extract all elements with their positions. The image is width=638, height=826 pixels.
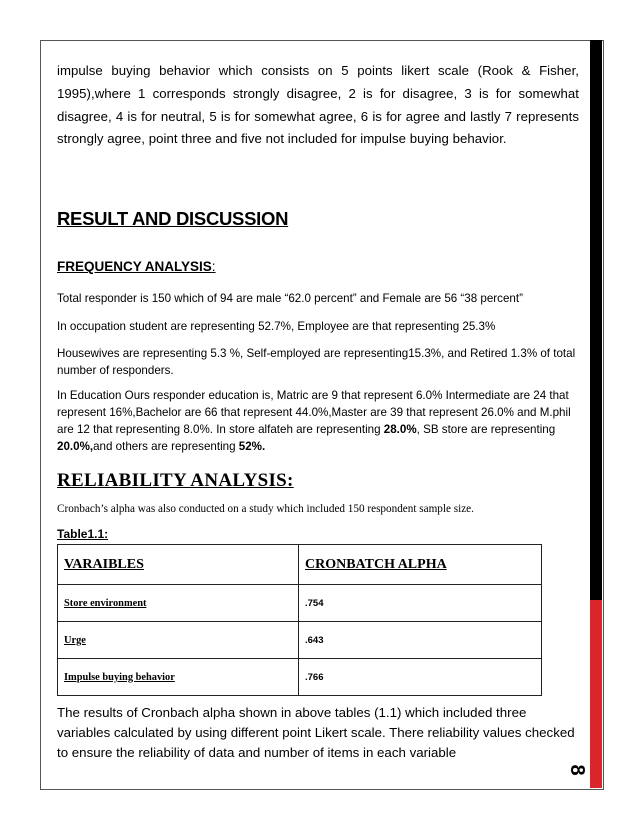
table-cell-alpha: .766	[299, 659, 542, 696]
intro-paragraph: impulse buying behavior which consists on 5 points likert scale (Rook & Fisher, 1995),where 1 corresponds strongly disagree, 2 is for disagree, 3 is for somewhat disagree, 4 is for neutral, 5 is for somewhat agree, 6 is for agree and lastly 7 represents strongly agree, point three and five not included for impulse buying behavior.	[57, 63, 579, 147]
para-occupation: In occupation student are representing 52.7%, Employee are that representing 25.3%	[57, 320, 496, 333]
side-bar-black	[590, 40, 602, 600]
reliability-table	[57, 544, 542, 696]
heading-frequency-colon: :	[211, 259, 216, 274]
page-number: 8	[566, 764, 588, 776]
heading-frequency-analysis	[57, 259, 216, 274]
para-education-bold-3: 52%.	[238, 440, 266, 453]
heading-frequency-text: FREQUENCY ANALYSIS	[57, 259, 212, 274]
para-education-bold-1: 28.0%	[383, 423, 417, 436]
table-header-row	[58, 545, 542, 585]
table-row	[58, 659, 542, 696]
heading-result-discussion: RESULT AND DISCUSSION	[57, 208, 289, 229]
para-education-text: In Education Ours responder education is, Matric are 9 that represent 6.0% Intermediate are 24 that represent 16%,Bachelor are 66 that represent 44.0%,Master are 39 that represent 26.0% and M.phil are 12 that representing 8.0%. In store alfateh are representing	[57, 389, 571, 436]
para-education-bold-2: 20.0%,	[57, 440, 94, 453]
heading-reliability-analysis: RELIABILITY ANALYSIS:	[57, 470, 294, 491]
para-responders: Total responder is 150 which of 94 are male “62.0 percent” and Female are 56 “38 percent”	[57, 292, 523, 305]
table-cell-variable: Urge	[58, 622, 299, 659]
table-row	[58, 622, 542, 659]
table-caption: Table1.1:	[57, 527, 109, 541]
para-education-mid-2: and others are representing	[93, 440, 239, 453]
table-cell-alpha: .754	[299, 585, 542, 622]
para-education-mid: , SB store are representing	[416, 423, 556, 436]
table-row	[58, 585, 542, 622]
side-bar-red	[590, 600, 602, 788]
para-cronbach: Cronbach’s alpha was also conducted on a study which included 150 respondent sample size.	[57, 503, 474, 515]
para-housewives: Housewives are representing 5.3 %, Self-employed are representing15.3%, and Retired 1.3% of total number of responders.	[57, 347, 576, 377]
table-cell-alpha: .643	[299, 622, 542, 659]
table-header-variables: VARAIBLES	[58, 545, 299, 585]
para-education	[57, 387, 587, 455]
table-header-alpha: CRONBATCH ALPHA	[299, 545, 542, 585]
table-cell-variable: Impulse buying behavior	[58, 659, 299, 696]
table-cell-variable: Store environment	[58, 585, 299, 622]
para-results: The results of Cronbach alpha shown in above tables (1.1) which included three variables calculated by using different point Likert scale. There reliability values checked to ensure the reliability of data and number of items in each variable	[57, 705, 575, 760]
